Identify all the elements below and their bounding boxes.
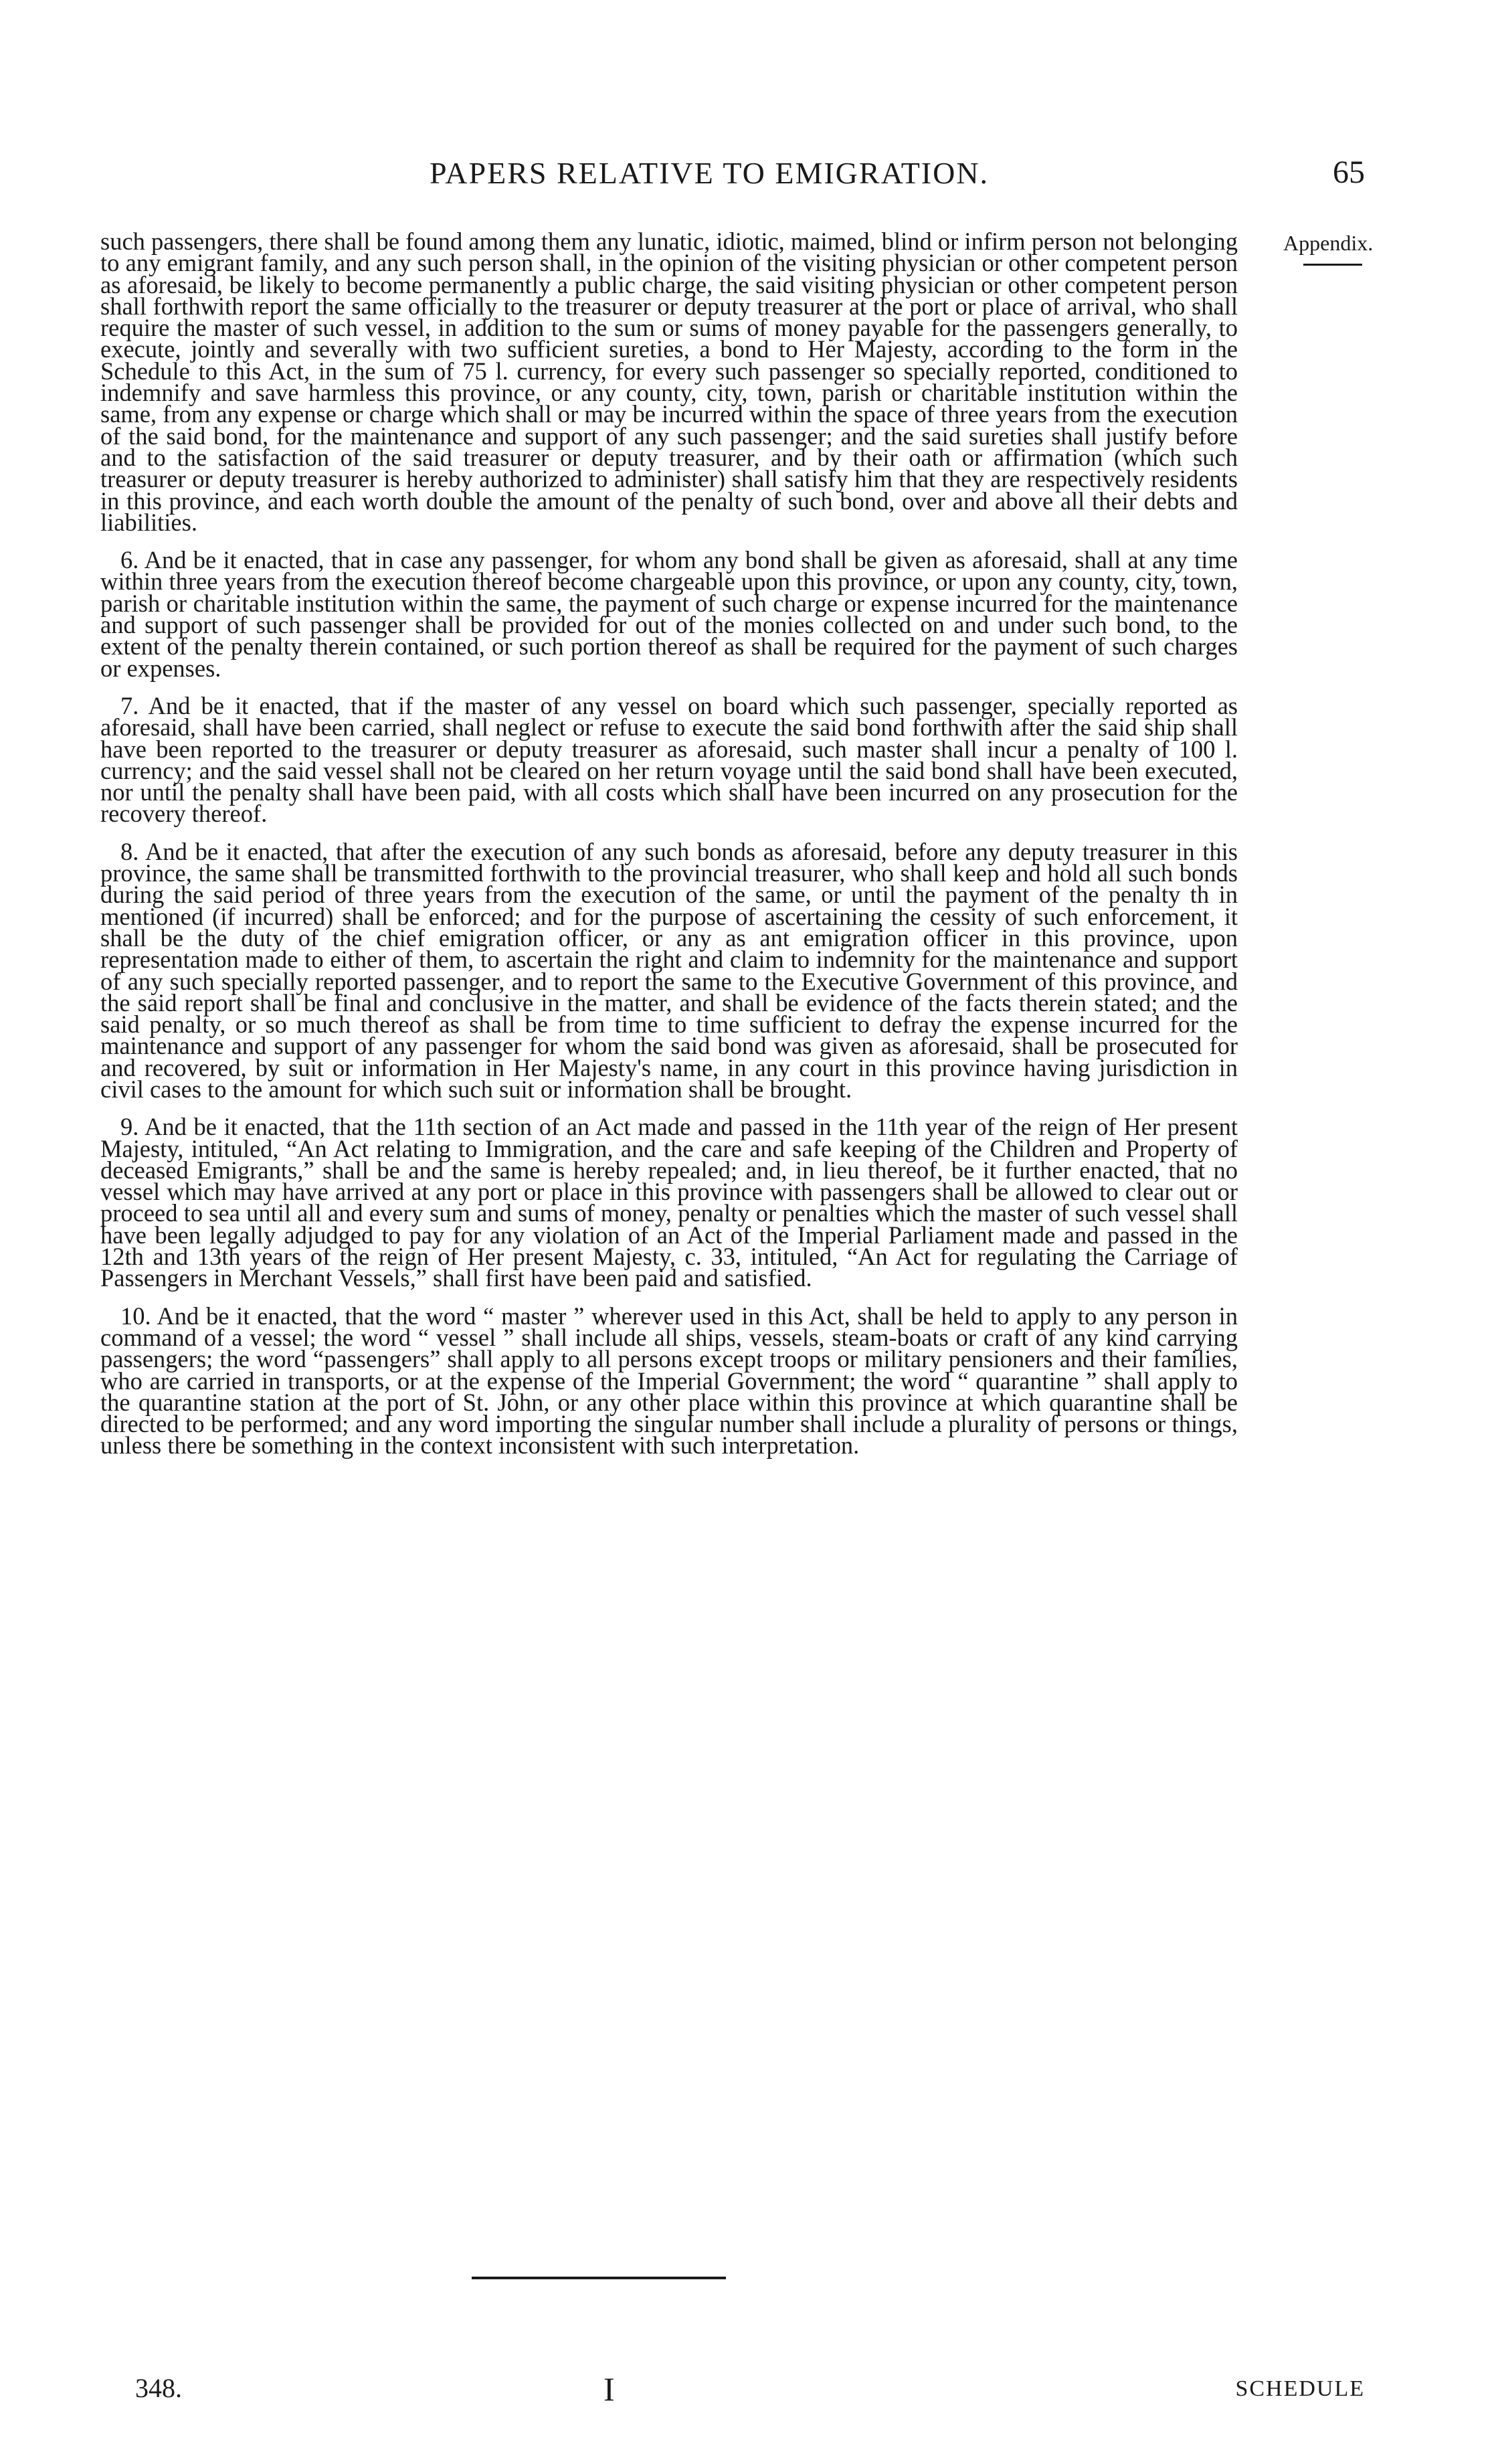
end-rule: [472, 2277, 726, 2279]
paragraph-section-8: 8. And be it enacted, that after the execution of any such bonds as aforesaid, before any deputy treasurer in this province, the same shall be transmitted forthwith to the provincial treasurer, who shall keep and hold all such bonds during the said period of three years from the execution of the same, or until the payment of the penalty th in mentioned (if incurred) shall be enforced; and for the purpose of ascertaining the cessity of such enforcement, it shall be the duty of the chief emigration officer, or any as ant emigration officer in this province, upon representation made to either of them, to ascertain the right and claim to indemnity for the maintenance and support of any such specially reported passenger, and to report the same to the Executive Government of this province, and the said report shall be final and conclusive in the matter, and shall be evidence of the facts therein stated; and the said penalty, or so much thereof as shall be from time to time sufficient to defray the expense incurred for the maintenance and support of any passenger for whom the said bond was given as aforesaid, shall be prosecuted for and recovered, by suit or information in Her Majesty's name, in any court in this province having jurisdiction in civil cases to the amount for which such suit or information shall be brought.: [100, 837, 1238, 1103]
catchword: SCHEDULE: [1235, 2376, 1365, 2401]
paragraph-section-10: 10. And be it enacted, that the word “ master ” wherever used in this Act, shall be held to apply to any person in command of a vessel; the word “ vessel ” shall include all ships, vessels, steam-boats or craft of any kind carrying passengers; the word “passengers” shall apply to all persons except troops or military pensioners and their families, who are carried in transports, or at the expense of the Imperial Government; the word “ quarantine ” shall apply to the quarantine station at the port of St. John, or any other place within this province at which quarantine shall be directed to be performed; and any word importing the singular number shall include a plurality of persons or things, unless there be something in the context inconsistent with such interpretation.: [100, 1302, 1238, 1460]
signature-mark: 348.: [135, 2373, 182, 2403]
paragraph-section-7: 7. And be it enacted, that if the master of any vessel on board which such passenger, specially reported as aforesaid, shall have been carried, shall neglect or refuse to execute the said bond forthwith after the said ship shall have been reported to the treasurer or deputy treasurer as aforesaid, such master shall incur a penalty of 100 l. currency; and the said vessel shall not be cleared on her return voyage until the said bond shall have been executed, nor until the penalty shall have been paid, with all costs which shall have been incurred on any prosecution for the recovery thereof.: [100, 691, 1238, 828]
margin-note-text: Appendix.: [1283, 231, 1374, 255]
paragraph-section-6: 6. And be it enacted, that in case any passenger, for whom any bond shall be given as aforesaid, shall at any time within three years from the execution thereof become chargeable upon this province, or upon any county, city, town, parish or charitable institution within the same, the payment of such charge or expense incurred for the maintenance and support of such passenger shall be provided for out of the monies collected on and under such bond, to the extent of the penalty therein contained, or such portion thereof as shall be required for the payment of such charges or expenses.: [100, 546, 1238, 682]
document-body: [100, 228, 1238, 1473]
running-title: PAPERS RELATIVE TO EMIGRATION.: [429, 156, 990, 190]
page-footer: [135, 2372, 1365, 2412]
page-number: 65: [1333, 155, 1365, 190]
paragraph-continued: such passengers, there shall be found among them any lunatic, idiotic, maimed, blind or infirm person not belonging to any emigrant family, and any such person shall, in the opinion of the visiting physician or other competent person as aforesaid, be likely to become permanently a public charge, the said visiting physician or other competent person shall forthwith report the same officially to the treasurer or deputy treasurer at the port or place of arrival, who shall require the master of such vessel, in addition to the sum or sums of money payable for the passengers generally, to execute, jointly and severally with two sufficient sureties, a bond to Her Majesty, according to the form in the Schedule to this Act, in the sum of 75 l. currency, for every such passenger so specially reported, conditioned to indemnify and save harmless this province, or any county, city, town, parish or charitable institution within the same, from any expense or charge which shall or may be incurred within the space of three years from the execution of the said bond, for the maintenance and support of any such passenger; and the said sureties shall justify before and to the satisfaction of the said treasurer or deputy treasurer, and by their oath or affirmation (which such treasurer or deputy treasurer is hereby authorized to administer) shall satisfy him that they are respectively residents in this province, and each worth double the amount of the penalty of such bond, over and above all their debts and liabilities.: [100, 228, 1238, 536]
page-header: [100, 155, 1365, 209]
paragraph-section-9: 9. And be it enacted, that the 11th section of an Act made and passed in the 11th year of the reign of Her present Majesty, intituled, “An Act relating to Immigration, and the care and safe keeping of the Children and Property of deceased Emigrants,” shall be and the same is hereby repealed; and, in lieu thereof, be it further enacted, that no vessel which may have arrived at any port or place in this province with passengers shall be allowed to clear out or proceed to sea until all and every sum and sums of money, penalty or penalties which the master of such vessel shall have been legally adjudged to pay for any violation of an Act of the Imperial Parliament made and passed in the 12th and 13th years of the reign of Her present Majesty, c. 33, intituled, “An Act for regulating the Carriage of Passengers in Merchant Vessels,” shall first have been paid and satisfied.: [100, 1113, 1238, 1292]
sheet-letter: I: [603, 2370, 615, 2408]
margin-note: [1283, 231, 1384, 266]
margin-note-rule: [1303, 264, 1362, 266]
